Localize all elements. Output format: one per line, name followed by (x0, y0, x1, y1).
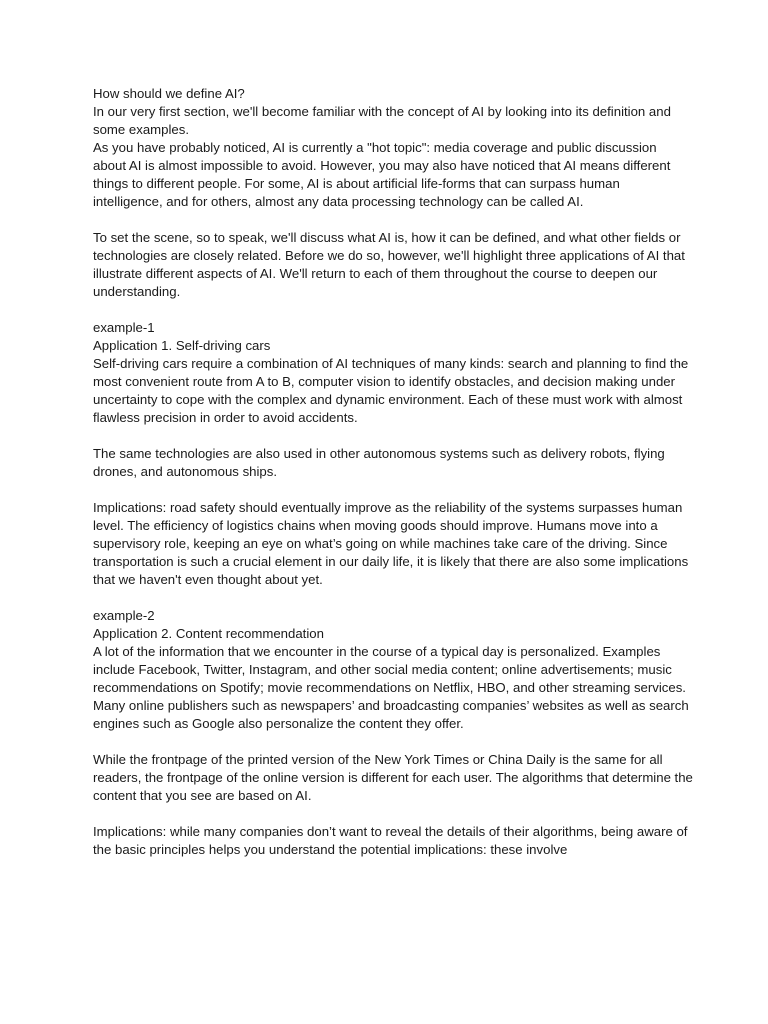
example-2-paragraph-1: A lot of the information that we encounter in the course of a typical day is personalized. Examples include Facebook, Twitter, Instagram, and other social media content; online advertisements; music recommendations on Spotify; movie recommendations on Netflix, HBO, and other streaming services. Many online publishers such as newspapers’ and broadcasting companies’ websites as well as search engines such as Google also personalize the content they offer. (93, 644, 689, 731)
document-page (93, 85, 693, 859)
example-1-paragraph-3: Implications: road safety should eventually improve as the reliability of the systems surpasses human level. The efficiency of logistics chains when moving goods should improve. Humans move into a supervisory role, keeping an eye on what’s going on while machines take care of the driving. Since transportation is such a crucial element in our daily life, it is likely that there are also some implications that we haven't even thought about yet. (93, 500, 689, 587)
example-2-tag: example-2 (93, 608, 155, 623)
paragraph-gap (93, 589, 693, 607)
example-1-paragraph-2: The same technologies are also used in other autonomous systems such as delivery robots, flying drones, and autonomous ships. (93, 446, 665, 479)
intro-paragraph-2: As you have probably noticed, AI is currently a "hot topic": media coverage and public discussion about AI is almost impossible to avoid. However, you may also have noticed that AI means different things to different people. For some, AI is about artificial life-forms that can surpass human intelligence, and for others, almost any data processing technology can be called AI. (93, 140, 671, 209)
paragraph-gap (93, 805, 693, 823)
example-1-tag: example-1 (93, 320, 155, 335)
intro-paragraph-3: To set the scene, so to speak, we'll discuss what AI is, how it can be defined, and what other fields or technologies are closely related. Before we do so, however, we'll highlight three applications of AI that illustrate different aspects of AI. We'll return to each of them throughout the course to deepen our understanding. (93, 230, 685, 299)
paragraph-gap (93, 481, 693, 499)
example-2-paragraph-2: While the frontpage of the printed version of the New York Times or China Daily is the same for all readers, the frontpage of the online version is different for each user. The algorithms that determine the content that you see are based on AI. (93, 752, 693, 803)
example-2-heading: Application 2. Content recommendation (93, 626, 324, 641)
example-1-heading: Application 1. Self-driving cars (93, 338, 271, 353)
example-1-paragraph-1: Self-driving cars require a combination of AI techniques of many kinds: search and planning to find the most convenient route from A to B, computer vision to identify obstacles, and decision making under uncertainty to cope with the complex and dynamic environment. Each of these must work with almost flawless precision in order to avoid accidents. (93, 356, 689, 425)
intro-paragraph-1: In our very first section, we'll become familiar with the concept of AI by looking into its definition and some examples. (93, 104, 671, 137)
example-2-paragraph-3: Implications: while many companies don’t want to reveal the details of their algorithms, being aware of the basic principles helps you understand the potential implications: these involve (93, 824, 688, 857)
paragraph-gap (93, 733, 693, 751)
paragraph-gap (93, 427, 693, 445)
document-title: How should we define AI? (93, 86, 245, 101)
paragraph-gap (93, 301, 693, 319)
paragraph-gap (93, 211, 693, 229)
